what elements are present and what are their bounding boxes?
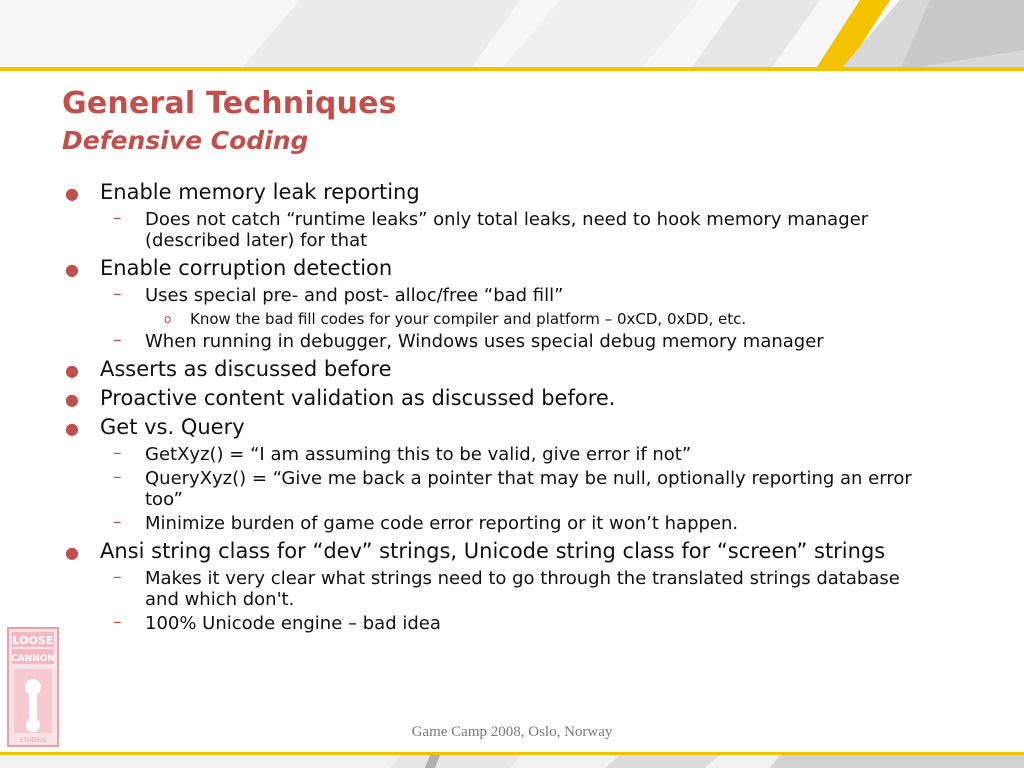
bullet-item [0,384,960,413]
footer-text: Game Camp 2008, Oslo, Norway [411,724,613,740]
bullet-text: Enable memory leak reporting [100,180,420,204]
bullet-dot-icon: ● [65,260,79,279]
bullet-dot-icon: ● [65,390,79,409]
header-rule [0,67,1024,71]
sub-bullet-item [0,285,935,306]
bullet-dot-icon: ● [65,184,79,203]
footer-caption [0,724,1024,741]
sub-bullet-text: QueryXyz() = “Give me back a pointer that may be null, optionally reporting an error too” [145,468,912,510]
bullet-item [0,537,960,566]
slide-subtitle: Defensive Coding [62,126,309,155]
dash-icon: – [113,567,122,587]
header-decoration [0,0,1024,70]
bullet-dot-icon: ● [65,361,79,380]
sub-sub-bullet-item [0,309,950,329]
sub-bullet-text: Does not catch “runtime leaks” only total leaks, need to hook memory manager (described later) for that [145,209,869,251]
bullet-item [0,355,960,384]
sub-bullet-text: 100% Unicode engine – bad idea [145,613,441,634]
bullet-text: Asserts as discussed before [100,357,392,381]
sub-bullet-item [0,331,935,352]
dash-icon: – [113,330,122,350]
dash-icon: – [113,208,122,228]
dash-icon: – [113,612,122,632]
svg-text:LOOSE: LOOSE [12,634,54,647]
sub-bullet-item [0,613,935,634]
bullet-dot-icon: ● [65,543,79,562]
sub-bullet-item [0,209,935,251]
circle-icon: o [164,312,172,326]
bullet-text: Get vs. Query [100,415,245,439]
sub-sub-bullet-text: Know the bad fill codes for your compiler and platform – 0xCD, 0xDD, etc. [190,310,747,328]
sub-bullet-item [0,468,935,510]
bullet-text: Enable corruption detection [100,256,393,280]
sub-bullet-item [0,444,935,465]
sub-bullet-text: Makes it very clear what strings need to go through the translated strings database and which don't. [145,568,900,610]
sub-bullet-text: When running in debugger, Windows uses special debug memory manager [145,331,824,352]
svg-text:STUDIOS: STUDIOS [19,737,47,744]
slide-title: General Techniques [62,86,397,121]
dash-icon: – [113,443,122,463]
dash-icon: – [113,512,122,532]
bullet-item [0,254,960,283]
sub-bullet-item [0,513,935,534]
bullet-text: Proactive content validation as discussed before. [100,386,616,410]
sub-bullet-text: Uses special pre- and post- alloc/free “bad fill” [145,285,564,306]
bullet-dot-icon: ● [65,419,79,438]
bullet-list [0,178,1024,637]
sub-bullet-item [0,568,935,610]
sub-bullet-text: Minimize burden of game code error reporting or it won’t happen. [145,513,739,534]
bullet-text: Ansi string class for “dev” strings, Unicode string class for “screen” strings [100,539,886,563]
footer-decoration [0,755,1024,768]
bullet-item [0,413,960,442]
dash-icon: – [113,467,122,487]
dash-icon: – [113,284,122,304]
sub-bullet-text: GetXyz() = “I am assuming this to be valid, give error if not” [145,444,692,465]
svg-text:CANNON: CANNON [11,654,55,664]
bullet-item [0,178,960,207]
